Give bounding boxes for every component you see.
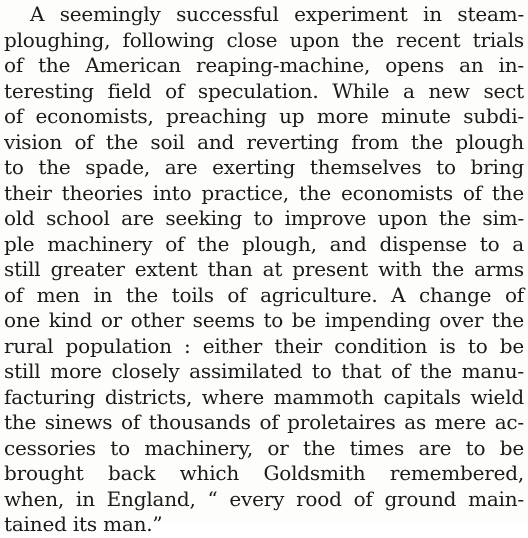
article-line: of economists, preaching up more minute subdi- <box>4 104 524 128</box>
article-line: teresting field of speculation. While a new sect <box>4 78 524 103</box>
article-line: their theories into practice, the economists of the <box>4 180 524 205</box>
article-line: to the spade, are exerting themselves to bring <box>4 155 524 179</box>
article-line: of men in the toils of agriculture. A change of <box>4 282 524 307</box>
article-line: brought back which Goldsmith remembered, <box>4 461 524 485</box>
article-line: old school are seeking to improve upon the sim- <box>4 206 524 230</box>
article-line: tained its man.” <box>4 512 163 536</box>
article-line: ple machinery of the plough, and dispense to a <box>4 231 524 256</box>
article-line: ploughing, following close upon the recent trials <box>4 27 524 52</box>
article-line: still more closely assimilated to that of the manu- <box>4 359 524 383</box>
article-line: cessories to machinery, or the times are to be <box>4 435 524 460</box>
article-line: rural population : either their condition is to be <box>4 333 524 358</box>
article-line: of the American reaping-machine, opens an in- <box>4 53 524 77</box>
article-line: when, in England, “ every rood of ground main- <box>4 486 524 511</box>
article-column <box>4 2 524 538</box>
article-line: the sinews of thousands of proletaires as mere ac- <box>4 410 524 434</box>
article-line: A seemingly successful experiment in steam- <box>30 2 524 26</box>
article-line: facturing districts, where mammoth capitals wield <box>4 384 524 409</box>
article-line: one kind or other seems to be impending over the <box>4 308 524 332</box>
article-line: vision of the soil and reverting from the plough <box>4 129 524 154</box>
article-line: still greater extent than at present with the arms <box>4 257 524 281</box>
